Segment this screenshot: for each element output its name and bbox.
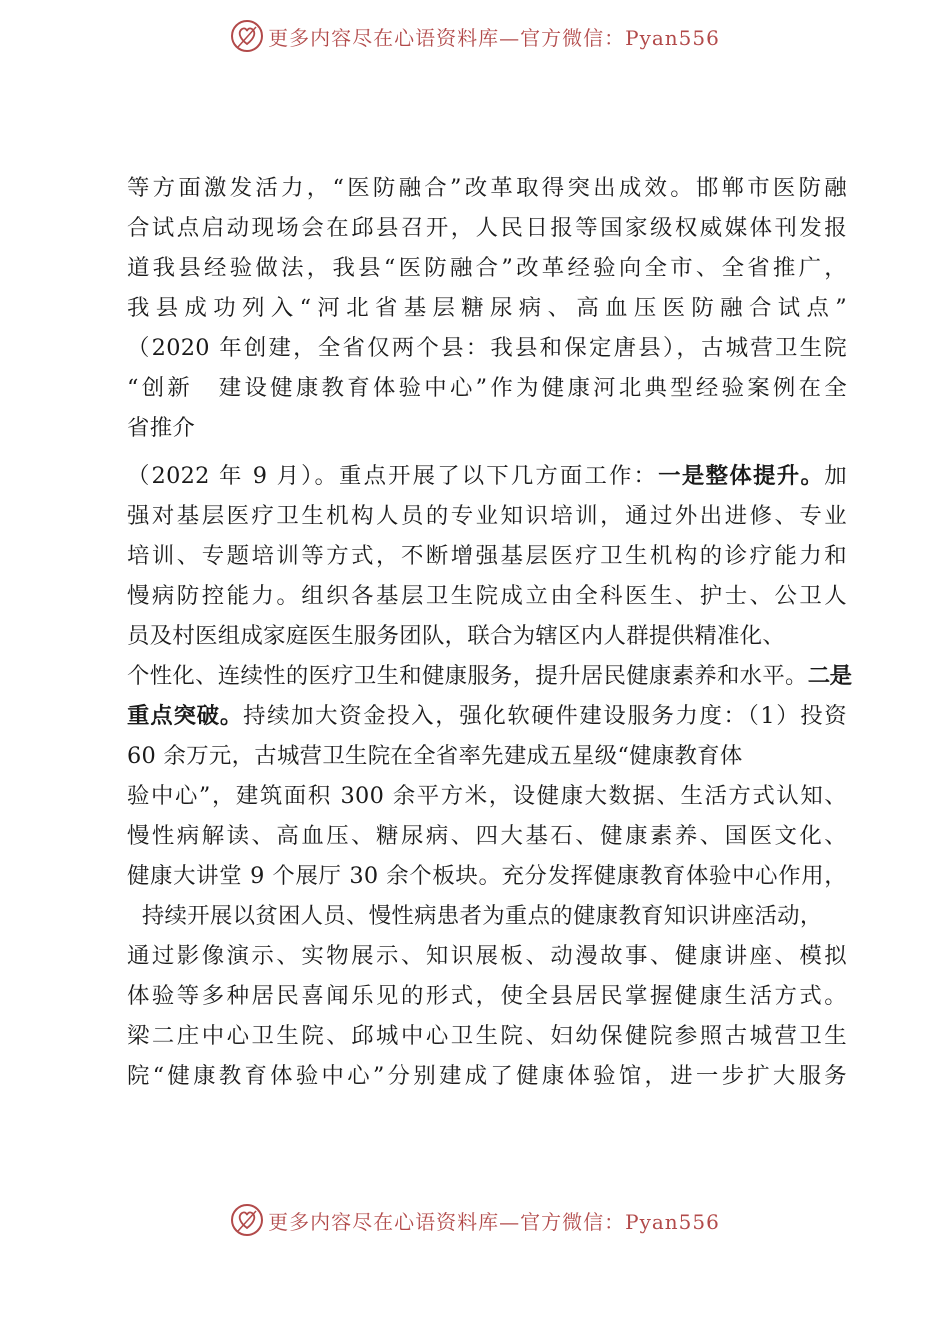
text-line-mixed — [127, 456, 847, 496]
header-banner-text: 更多内容尽在心语资料库—官方微信：Pyan556 — [268, 25, 720, 50]
text-line-mixed — [127, 696, 847, 736]
text-line: 梁二庄中心卫生院、邱城中心卫生院、妇幼保健院参照古城营卫生 — [127, 1023, 847, 1049]
text-line: 慢病防控能力。组织各基层卫生院成立由全科医生、护士、公卫人 — [127, 583, 847, 609]
heart-logo-icon — [230, 19, 264, 53]
document-body — [127, 168, 852, 1096]
header-banner — [0, 14, 950, 58]
footer-banner — [0, 1198, 950, 1242]
heading-key-breakthrough-part2: 重点突破。 — [127, 703, 244, 729]
text-segment: （2022 年 9 月）。重点开展了以下几方面工作： — [127, 463, 659, 489]
heading-overall-improvement: 一是整体提升。 — [658, 463, 825, 489]
text-line-mixed — [127, 656, 852, 696]
text-line: 省推介 — [127, 415, 196, 441]
text-segment: 个性化、连续性的医疗卫生和健康服务，提升居民健康素养和水平。 — [127, 663, 808, 689]
text-line: 合试点启动现场会在邱县召开，人民日报等国家级权威媒体刊发报 — [127, 215, 847, 241]
heart-logo-icon — [230, 1203, 264, 1237]
text-line: 健康大讲堂 9 个展厅 30 余个板块。充分发挥健康教育体验中心作用， — [127, 863, 847, 889]
text-line: 我县成功列入“河北省基层糖尿病、高血压医防融合试点” — [127, 295, 847, 321]
text-line: 员及村医组成家庭医生服务团队，联合为辖区内人群提供精准化、 — [127, 623, 786, 649]
text-line: 慢性病解读、高血压、糖尿病、四大基石、健康素养、国医文化、 — [127, 823, 847, 849]
text-line: 验中心”，建筑面积 300 余平方米，设健康大数据、生活方式认知、 — [127, 783, 847, 809]
text-line: 60 余万元，古城营卫生院在全省率先建成五星级“健康教育体 — [127, 743, 743, 769]
text-line: 道我县经验做法，我县“医防融合”改革经验向全市、全省推广， — [127, 255, 847, 281]
text-line: 通过影像演示、实物展示、知识展板、动漫故事、健康讲座、模拟 — [127, 943, 847, 969]
text-line: 院“健康教育体验中心”分别建成了健康体验馆，进一步扩大服务 — [127, 1063, 847, 1089]
text-line: 持续开展以贫困人员、慢性病患者为重点的健康教育知识讲座活动， — [127, 903, 823, 929]
text-line: 等方面激发活力，“医防融合”改革取得突出成效。邯郸市医防融 — [127, 175, 847, 201]
text-line: 体验等多种居民喜闻乐见的形式，使全县居民掌握健康生活方式。 — [127, 983, 847, 1009]
text-segment: 加 — [824, 463, 847, 489]
text-line: 强对基层医疗卫生机构人员的专业知识培训，通过外出进修、专业 — [127, 503, 847, 529]
heading-key-breakthrough-part1: 二是 — [807, 663, 852, 689]
footer-banner-text: 更多内容尽在心语资料库—官方微信：Pyan556 — [268, 1209, 720, 1234]
text-line: 培训、专题培训等方式，不断增强基层医疗卫生机构的诊疗能力和 — [127, 543, 847, 569]
text-line: “创新 建设健康教育体验中心”作为健康河北典型经验案例在全 — [127, 375, 847, 401]
text-segment: 持续加大资金投入，强化软硬件建设服务力度：（1）投资 — [243, 703, 847, 729]
text-line: （2020 年创建，全省仅两个县：我县和保定唐县），古城营卫生院 — [127, 335, 847, 361]
